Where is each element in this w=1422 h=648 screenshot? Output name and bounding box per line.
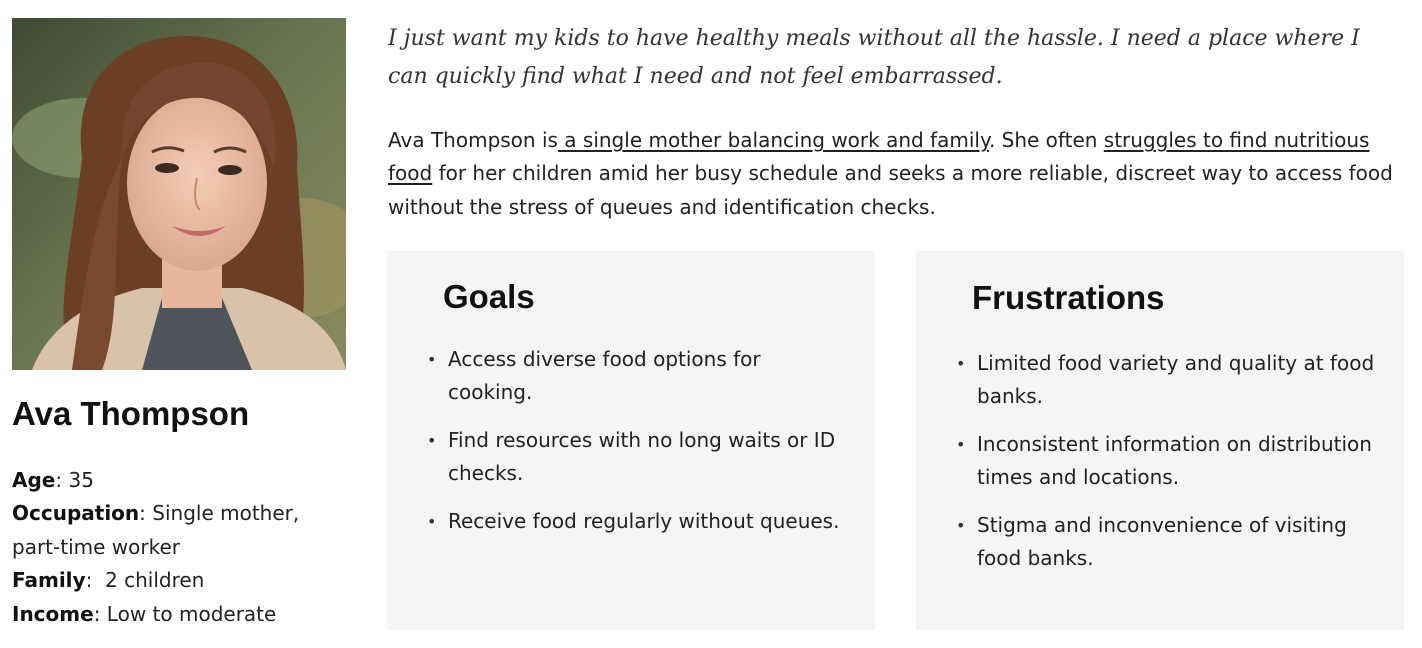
bullet-icon: • (427, 511, 437, 531)
fact-occupation-cont: part-time worker (12, 534, 180, 559)
bullet-icon: • (956, 434, 966, 454)
persona-photo (12, 18, 346, 370)
frustrations-list (956, 347, 1376, 589)
persona-bio: Ava Thompson is a single mother balancing work and family. She often struggles to find nutritious food for her children amid her busy schedule and seeks a more reliable, discreet way to access food without the stress of queues and identification checks. (388, 128, 1393, 219)
persona-name: Ava Thompson (12, 395, 250, 432)
list-item: • Access diverse food options for cooking. (427, 343, 847, 410)
bullet-icon: • (427, 430, 437, 450)
goals-title: Goals (443, 278, 535, 315)
fact-occupation: Occupation: Single mother, (12, 501, 300, 526)
goals-list (427, 343, 847, 552)
goals-card (387, 251, 875, 630)
list-item: • Stigma and inconvenience of visiting food banks. (956, 509, 1376, 576)
list-item: • Receive food regularly without queues. (427, 505, 847, 538)
persona-quote: I just want my kids to have healthy meals without all the hassle. I need a place where I can quickly find what I need and not feel embarrassed. (388, 26, 1360, 89)
bullet-icon: • (956, 354, 966, 373)
persona-facts (12, 464, 352, 631)
list-item: • Limited food variety and quality at food banks. (956, 347, 1376, 414)
bullet-icon: • (956, 515, 966, 535)
bullet-icon: • (427, 350, 437, 369)
frustrations-title: Frustrations (972, 279, 1165, 316)
bio-highlight-2: struggles to find nutritious food (388, 128, 1370, 186)
bio-highlight-1: a single mother balancing work and family (557, 128, 989, 152)
fact-income: Income: Low to moderate (12, 601, 277, 626)
list-item: • Inconsistent information on distribution times and locations. (956, 428, 1376, 495)
fact-family: Family: 2 children (12, 568, 205, 593)
list-item: • Find resources with no long waits or ID checks. (427, 424, 847, 491)
frustrations-card (916, 251, 1404, 630)
fact-age: Age: 35 (12, 468, 94, 492)
